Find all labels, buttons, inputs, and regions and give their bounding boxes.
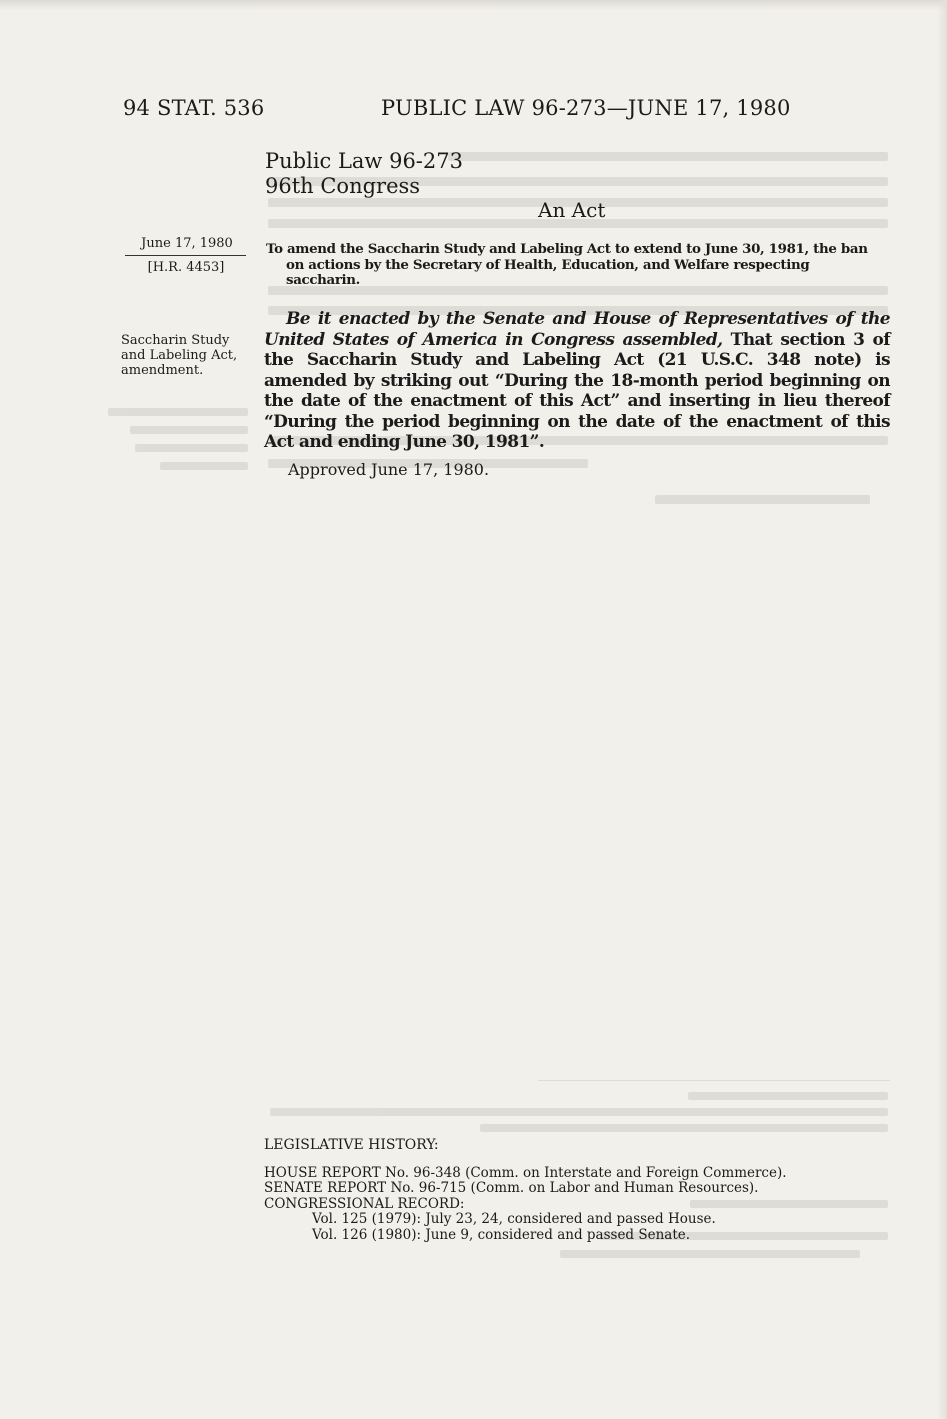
margin-note: [121, 333, 261, 378]
legislative-history-title: LEGISLATIVE HISTORY:: [264, 1137, 439, 1153]
margin-note-line-1: Saccharin Study: [121, 333, 230, 348]
page-citation: 94 STAT. 536: [123, 96, 265, 120]
enacting-clause: Be it enacted by the Senate and House of Representatives of the United States of America in Congress assembled,: [264, 309, 890, 350]
margin-note-line-2: and Labeling Act,: [121, 348, 238, 363]
senate-report: SENATE REPORT No. 96-715 (Comm. on Labor and Human Resources).: [264, 1180, 759, 1196]
enactment-paragraph: [264, 309, 890, 453]
approval-date: Approved June 17, 1980.: [288, 460, 490, 479]
law-title-block: [265, 149, 463, 199]
purpose-line-2: on actions by the Secretary of Health, Education, and Welfare respecting: [286, 256, 810, 273]
purpose-line-1: To amend the Saccharin Study and Labeling Act to extend to June 30, 1981, the ban: [266, 241, 868, 257]
margin-date: June 17, 1980: [141, 236, 233, 251]
purpose-line-3: saccharin.: [286, 272, 360, 288]
act-heading: An Act: [538, 198, 606, 222]
congress-number: 96th Congress: [265, 174, 421, 198]
purpose-clause: [266, 242, 888, 289]
margin-divider: [125, 255, 246, 256]
legislative-history: [264, 1138, 824, 1243]
record-vol-125: Vol. 125 (1979): July 23, 24, considered and passed House.: [312, 1211, 716, 1227]
record-vol-126: Vol. 126 (1980): June 9, considered and passed Senate.: [312, 1226, 691, 1243]
margin-note-line-3: amendment.: [121, 363, 204, 378]
public-law-number: Public Law 96-273: [265, 149, 463, 173]
margin-bill-number: [H.R. 4453]: [147, 260, 225, 275]
running-head: PUBLIC LAW 96-273—JUNE 17, 1980: [381, 96, 791, 120]
enactment-text: That section 3 of the Saccharin Study and Labeling Act (21 U.S.C. 348 note) is amended by striking out “During the 18-month period beginning on the date of the enactment of this Act” and inserting in lieu thereof “During the period beginning on the date of the enactment of this Act and ending June 30, 1981”.: [264, 329, 891, 452]
house-report: HOUSE REPORT No. 96-348 (Comm. on Interstate and Foreign Commerce).: [264, 1164, 787, 1181]
congressional-record-heading: CONGRESSIONAL RECORD:: [264, 1195, 465, 1212]
